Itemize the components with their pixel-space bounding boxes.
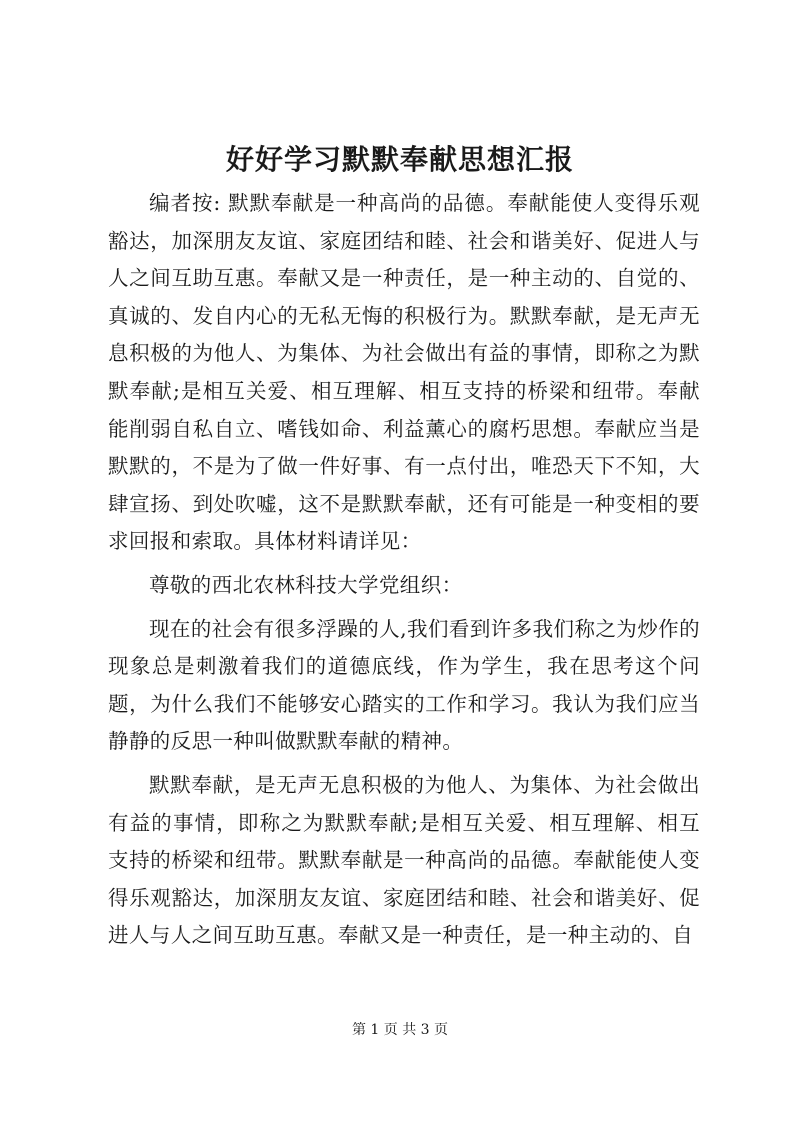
paragraph-body-2: 默默奉献，是无声无息积极的为他人、为集体、为社会做出有益的事情，即称之为默默奉献;是相互关爱、相互理解、相互支持的桥梁和纽带。默默奉献是一种高尚的品德。奉献能使人变得乐观豁达，加深朋友友谊、家庭团结和睦、社会和谐美好、促进人与人之间互助互惠。奉献又是一种责任，是一种主动的、自	[108, 772, 700, 948]
paragraph-editor-note: 编者按: 默默奉献是一种高尚的品德。奉献能使人变得乐观豁达，加深朋友友谊、家庭团结和睦、社会和谐美好、促进人与人之间互助互惠。奉献又是一种责任，是一种主动的、自觉的、真诚的、发自内心的无私无悔的积极行为。默默奉献，是无声无息积极的为他人、为集体、为社会做出有益的事情，即称之为默默奉献;是相互关爱、相互理解、相互支持的桥梁和纽带。奉献能削弱自私自立、嗜钱如命、利益薰心的腐朽思想。奉献应当是默默的，不是为了做一件好事、有一点付出，唯恐天下不知，大肆宣扬、到处吹嘘，这不是默默奉献，还有可能是一种变相的要求回报和索取。具体材料请详见：	[108, 191, 700, 554]
document-body	[108, 185, 700, 961]
page-number-footer: 第 1 页 共 3 页	[351, 1022, 449, 1038]
document-title: 好好学习默默奉献思想汇报	[225, 143, 574, 176]
paragraph-body-1: 现在的社会有很多浮躁的人,我们看到许多我们称之为炒作的现象总是刺激着我们的道德底线，作为学生，我在思考这个问题，为什么我们不能够安心踏实的工作和学习。我认为我们应当静静的反思一种叫做默默奉献的精神。	[108, 616, 700, 754]
paragraph-salutation: 尊敬的西北农林科技大学党组织：	[149, 572, 463, 597]
